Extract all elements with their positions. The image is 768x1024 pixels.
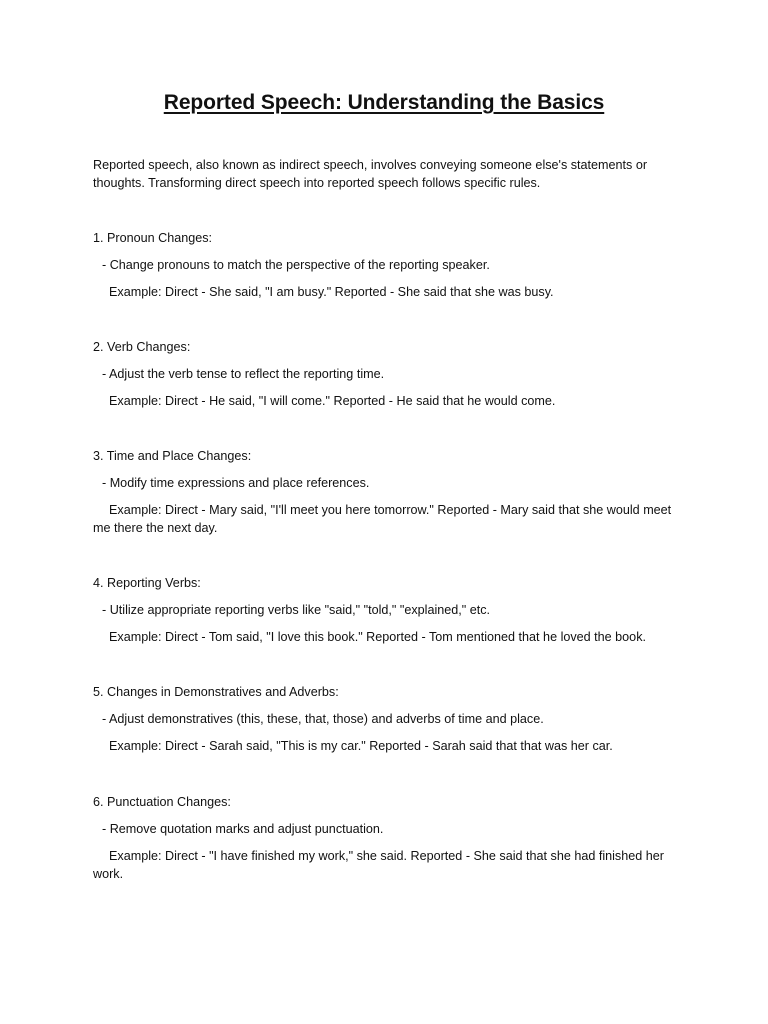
section-heading: 4. Reporting Verbs: xyxy=(93,576,201,590)
section-bullet: - Change pronouns to match the perspective of the reporting speaker. xyxy=(102,258,490,272)
section-bullet: - Utilize appropriate reporting verbs like "said," "told," "explained," etc. xyxy=(102,603,491,617)
section-bullet: - Adjust the verb tense to reflect the reporting time. xyxy=(102,367,385,381)
section-heading: 3. Time and Place Changes: xyxy=(93,449,252,463)
section-time-place-changes xyxy=(93,447,683,537)
section-verb-changes xyxy=(93,338,683,410)
section-example: Example: Direct - She said, "I am busy." Reported - She said that she was busy. xyxy=(109,285,554,299)
section-example: Example: Direct - Tom said, "I love this book." Reported - Tom mentioned that he loved the book. xyxy=(109,630,646,644)
section-punctuation-changes xyxy=(93,793,683,883)
section-pronoun-changes xyxy=(93,229,683,301)
section-example: Example: Direct - "I have finished my work," she said. Reported - She said that she had finished her work. xyxy=(93,849,664,881)
intro-paragraph: Reported speech, also known as indirect speech, involves conveying someone else's statements or thoughts. Transforming direct speech into reported speech follows specific rules. xyxy=(93,158,648,190)
section-bullet: - Adjust demonstratives (this, these, that, those) and adverbs of time and place. xyxy=(102,712,544,726)
section-heading: 5. Changes in Demonstratives and Adverbs: xyxy=(93,685,339,699)
section-example: Example: Direct - Mary said, "I'll meet you here tomorrow." Reported - Mary said that she would meet me there the next day. xyxy=(93,503,672,535)
section-heading: 6. Punctuation Changes: xyxy=(93,795,231,809)
page-title: Reported Speech: Understanding the Basics xyxy=(163,91,605,114)
section-bullet: - Modify time expressions and place references. xyxy=(102,476,370,490)
section-example: Example: Direct - He said, "I will come." Reported - He said that he would come. xyxy=(109,394,556,408)
section-reporting-verbs xyxy=(93,574,683,646)
section-example: Example: Direct - Sarah said, "This is my car." Reported - Sarah said that that was her car. xyxy=(109,739,613,753)
section-heading: 1. Pronoun Changes: xyxy=(93,231,213,245)
section-demonstratives-adverbs xyxy=(93,683,683,755)
section-heading: 2. Verb Changes: xyxy=(93,340,191,354)
section-bullet: - Remove quotation marks and adjust punctuation. xyxy=(102,822,384,836)
